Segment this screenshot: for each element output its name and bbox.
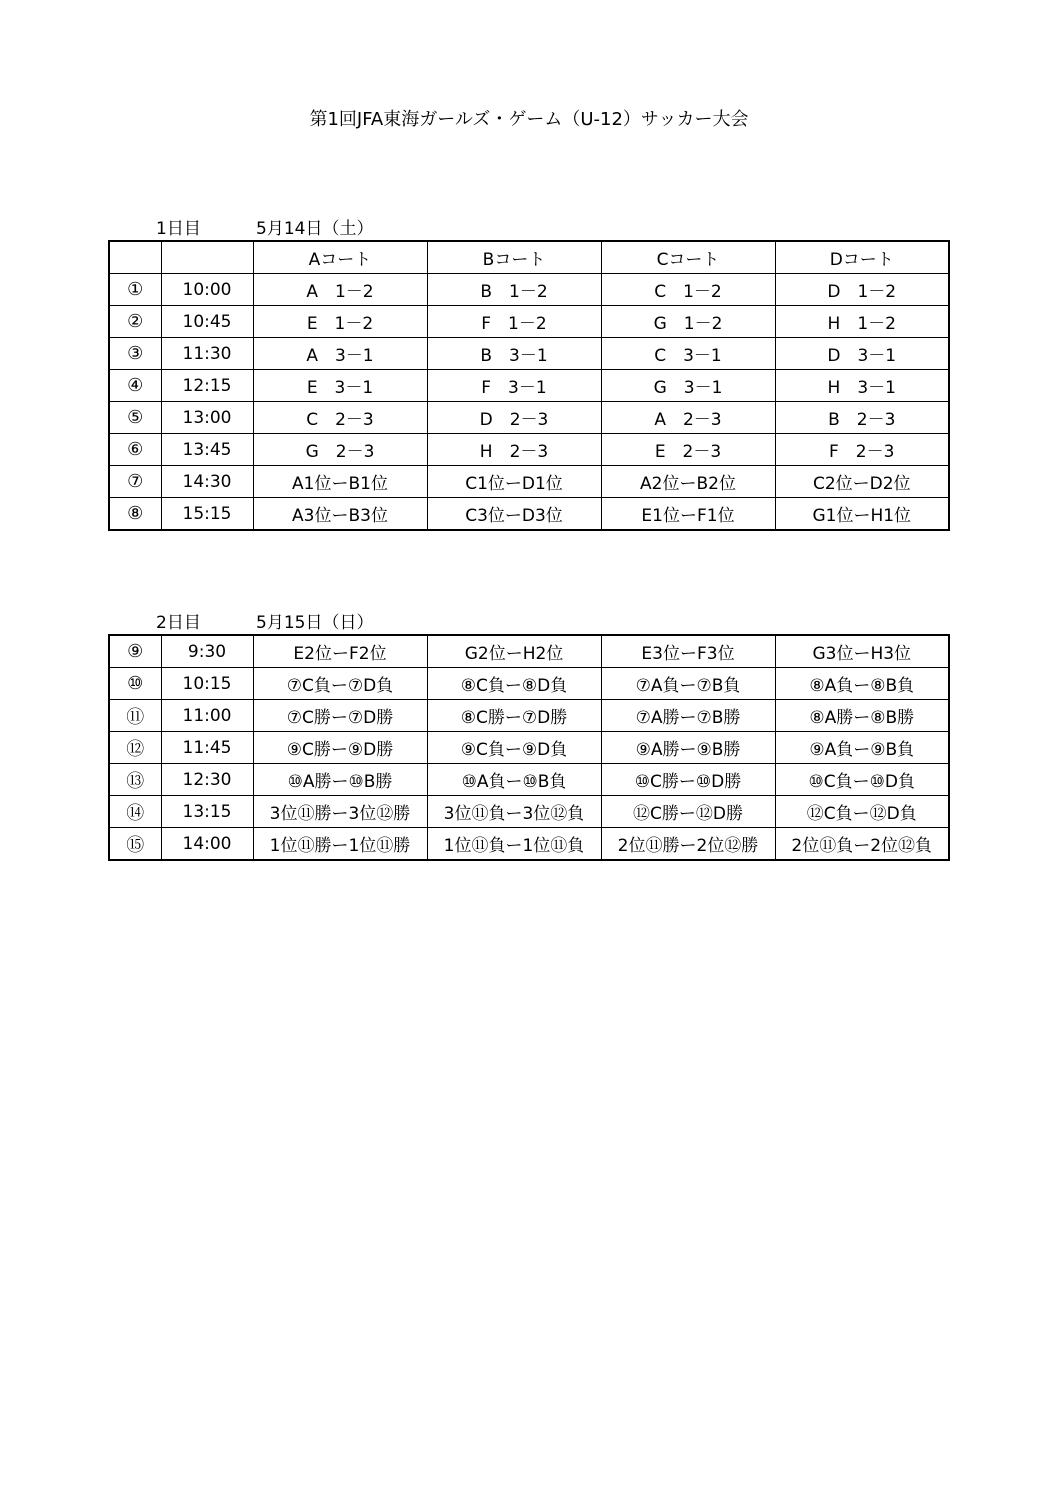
match-row (109, 732, 949, 764)
day1-schedule-table (108, 240, 950, 531)
match-number: ⑤ (109, 402, 161, 434)
match-cell: F 1－2 (427, 306, 601, 338)
match-cell: 3位⑪勝ー3位⑫勝 (253, 796, 427, 828)
match-time: 10:00 (161, 274, 253, 306)
match-cell: 2位⑪負ー2位⑫負 (775, 828, 949, 861)
match-cell: G 1－2 (601, 306, 775, 338)
court-header-row (109, 241, 949, 274)
match-time: 9:30 (161, 635, 253, 668)
match-number: ② (109, 306, 161, 338)
day1-label (156, 214, 373, 239)
match-time: 11:00 (161, 700, 253, 732)
match-time: 12:15 (161, 370, 253, 402)
match-row (109, 402, 949, 434)
match-cell: ⑨A勝ー⑨B勝 (601, 732, 775, 764)
match-row (109, 828, 949, 861)
match-cell: H 1－2 (775, 306, 949, 338)
match-time: 13:00 (161, 402, 253, 434)
match-time: 14:30 (161, 466, 253, 498)
match-cell: A3位ーB3位 (253, 498, 427, 531)
match-time: 12:30 (161, 764, 253, 796)
match-time: 10:45 (161, 306, 253, 338)
match-row (109, 796, 949, 828)
match-cell: ⑩C勝ー⑩D勝 (601, 764, 775, 796)
match-cell: A 2－3 (601, 402, 775, 434)
match-cell: E2位ーF2位 (253, 635, 427, 668)
match-time: 13:45 (161, 434, 253, 466)
match-cell: A1位ーB1位 (253, 466, 427, 498)
match-time: 15:15 (161, 498, 253, 531)
day1-day: 1日目 (156, 219, 201, 239)
match-cell: C2位ーD2位 (775, 466, 949, 498)
match-number: ⑬ (109, 764, 161, 796)
match-cell: G1位ーH1位 (775, 498, 949, 531)
match-number: ⑪ (109, 700, 161, 732)
match-cell: ⑧C勝ー⑦D勝 (427, 700, 601, 732)
match-number: ⑥ (109, 434, 161, 466)
match-row (109, 338, 949, 370)
match-row (109, 498, 949, 531)
match-row (109, 370, 949, 402)
match-cell: ⑦A勝ー⑦B勝 (601, 700, 775, 732)
header-blank-cell (109, 241, 161, 274)
match-cell: B 1－2 (427, 274, 601, 306)
match-cell: H 2－3 (427, 434, 601, 466)
match-cell: D 2－3 (427, 402, 601, 434)
match-cell: B 2－3 (775, 402, 949, 434)
match-row (109, 635, 949, 668)
match-cell: G 2－3 (253, 434, 427, 466)
match-cell: 3位⑪負ー3位⑫負 (427, 796, 601, 828)
match-number: ③ (109, 338, 161, 370)
match-number: ⑫ (109, 732, 161, 764)
document-title: 第1回JFA東海ガールズ・ゲーム（U-12）サッカー大会 (309, 109, 749, 130)
court-header: Bコート (427, 241, 601, 274)
day2-schedule-table (108, 634, 950, 861)
match-cell: B 3－1 (427, 338, 601, 370)
match-time: 11:30 (161, 338, 253, 370)
match-cell: E3位ーF3位 (601, 635, 775, 668)
match-cell: D 3－1 (775, 338, 949, 370)
day1-date: 5月14日（土） (256, 219, 374, 239)
match-cell: C 3－1 (601, 338, 775, 370)
match-number: ⑦ (109, 466, 161, 498)
match-cell: E 1－2 (253, 306, 427, 338)
match-cell: F 3－1 (427, 370, 601, 402)
match-cell: ⑩A勝ー⑩B勝 (253, 764, 427, 796)
match-time: 13:15 (161, 796, 253, 828)
match-row (109, 274, 949, 306)
match-row (109, 306, 949, 338)
match-cell: ⑫C勝ー⑫D勝 (601, 796, 775, 828)
match-number: ⑧ (109, 498, 161, 531)
match-cell: 1位⑪負ー1位⑪負 (427, 828, 601, 861)
match-row (109, 700, 949, 732)
match-time: 14:00 (161, 828, 253, 861)
match-number: ⑩ (109, 668, 161, 700)
match-cell: A 1－2 (253, 274, 427, 306)
match-cell: ⑩C負ー⑩D負 (775, 764, 949, 796)
match-cell: C3位ーD3位 (427, 498, 601, 531)
match-cell: D 1－2 (775, 274, 949, 306)
match-time: 10:15 (161, 668, 253, 700)
match-cell: 2位⑪勝ー2位⑫勝 (601, 828, 775, 861)
match-cell: E1位ーF1位 (601, 498, 775, 531)
match-cell: E 2－3 (601, 434, 775, 466)
match-cell: G3位ーH3位 (775, 635, 949, 668)
match-row (109, 466, 949, 498)
court-header: Aコート (253, 241, 427, 274)
match-row (109, 668, 949, 700)
match-cell: ⑧A勝ー⑧B勝 (775, 700, 949, 732)
court-header: Dコート (775, 241, 949, 274)
match-number: ④ (109, 370, 161, 402)
match-cell: E 3－1 (253, 370, 427, 402)
match-cell: C1位ーD1位 (427, 466, 601, 498)
match-number: ⑨ (109, 635, 161, 668)
day2-date: 5月15日（日） (256, 613, 374, 633)
match-cell: G 3－1 (601, 370, 775, 402)
match-cell: ⑧A負ー⑧B負 (775, 668, 949, 700)
match-number: ① (109, 274, 161, 306)
match-cell: ⑫C負ー⑫D負 (775, 796, 949, 828)
match-cell: G2位ーH2位 (427, 635, 601, 668)
court-header: Cコート (601, 241, 775, 274)
match-row (109, 764, 949, 796)
match-cell: ⑧C負ー⑧D負 (427, 668, 601, 700)
day2-label (156, 608, 373, 633)
match-cell: 1位⑪勝ー1位⑪勝 (253, 828, 427, 861)
match-cell: ⑨A負ー⑨B負 (775, 732, 949, 764)
match-cell: ⑨C負ー⑨D負 (427, 732, 601, 764)
match-cell: ⑩A負ー⑩B負 (427, 764, 601, 796)
match-cell: ⑦C勝ー⑦D勝 (253, 700, 427, 732)
match-cell: C 1－2 (601, 274, 775, 306)
match-cell: ⑦A負ー⑦B負 (601, 668, 775, 700)
match-row (109, 434, 949, 466)
match-cell: C 2－3 (253, 402, 427, 434)
match-cell: A 3－1 (253, 338, 427, 370)
match-time: 11:45 (161, 732, 253, 764)
match-cell: ⑨C勝ー⑨D勝 (253, 732, 427, 764)
header-blank-cell (161, 241, 253, 274)
match-cell: H 3－1 (775, 370, 949, 402)
match-cell: A2位ーB2位 (601, 466, 775, 498)
match-cell: F 2－3 (775, 434, 949, 466)
day2-day: 2日目 (156, 613, 201, 633)
match-cell: ⑦C負ー⑦D負 (253, 668, 427, 700)
match-number: ⑮ (109, 828, 161, 861)
match-number: ⑭ (109, 796, 161, 828)
